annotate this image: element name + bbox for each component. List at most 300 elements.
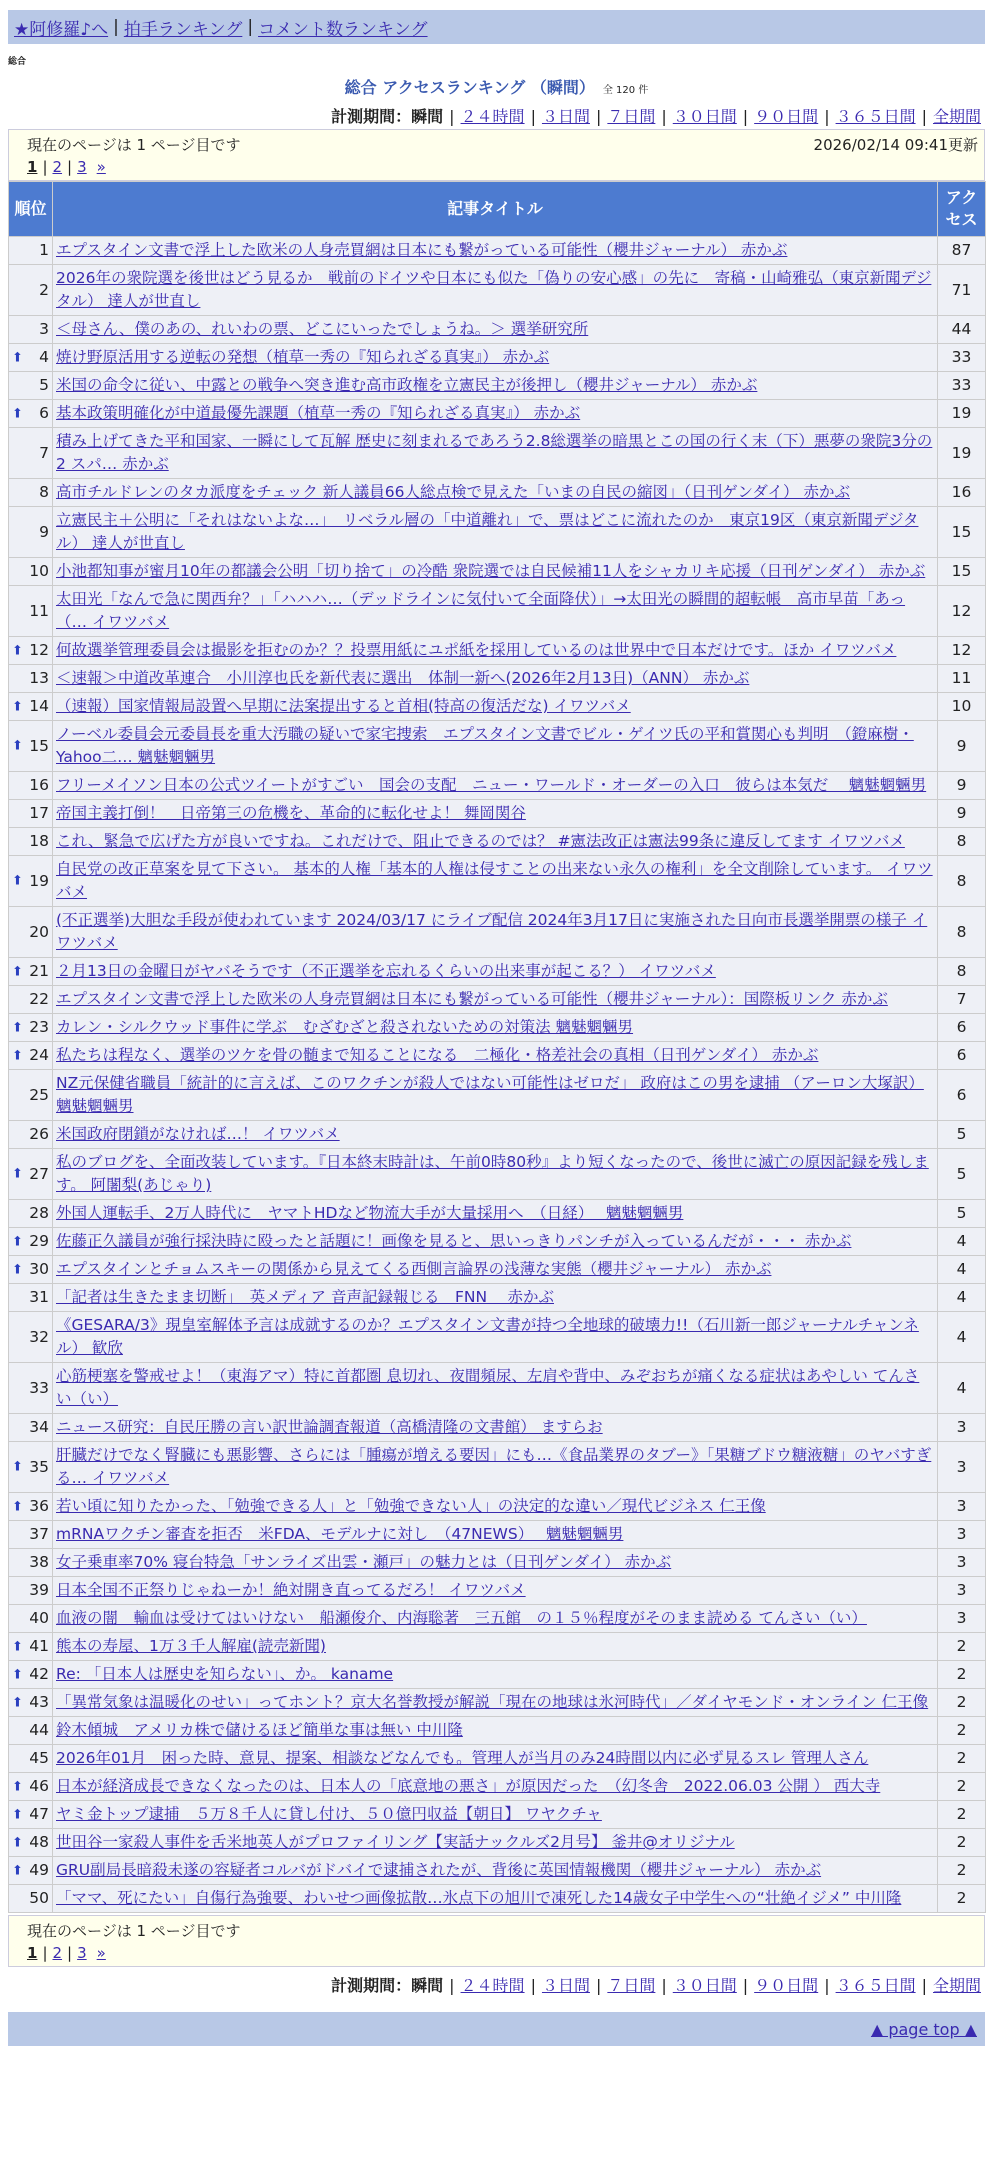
article-title-link[interactable]: 世田谷一家殺人事件を舌米地英人がプロファイリング【実話ナックルズ2月号】 釜井@オリジナル	[56, 1833, 735, 1851]
period-selector-bottom	[0, 1973, 981, 1996]
article-title-link[interactable]: ＜母さん、僕のあの、れいわの票、どこにいったでしょうね。＞ 選挙研究所	[56, 320, 589, 338]
rank-up-arrow-icon: ⬆	[12, 873, 23, 889]
rank-cell	[9, 856, 53, 907]
article-title-link[interactable]: 私たちは程なく、選挙のツケを骨の髄まで知ることになる 二極化・格差社会の真相（日刊ゲンダイ） 赤かぶ	[56, 1046, 819, 1064]
rank-cell	[9, 1773, 53, 1801]
rank-cell	[9, 1200, 53, 1228]
article-title-link[interactable]: 自民党の改正草案を見て下さい。 基本的人権「基本的人権は侵すことの出来ない永久の権利」を全文削除しています。 イワツバメ	[56, 860, 933, 901]
rank-up-arrow-icon: ⬆	[12, 1863, 23, 1878]
period-option: 瞬間	[411, 107, 444, 126]
pager-page-link[interactable]: 3	[77, 158, 87, 176]
access-count: 4	[938, 1312, 986, 1363]
rank-cell	[9, 372, 53, 400]
rank-number: 27	[29, 1164, 49, 1183]
rank-cell	[9, 1661, 53, 1689]
table-row	[9, 1363, 986, 1414]
rank-cell	[9, 828, 53, 856]
title-cell	[53, 1284, 938, 1312]
access-count: 15	[938, 507, 986, 558]
rank-cell	[9, 1014, 53, 1042]
article-title-link[interactable]: 「異常気象は温暖化のせい」ってホント？京大名誉教授が解説「現在の地球は氷河時代」／ダイヤモンド・オンライン 仁王像	[56, 1693, 929, 1711]
rank-number: 22	[29, 990, 49, 1008]
nav-link-comment-ranking[interactable]: コメント数ランキング	[258, 19, 428, 40]
article-title-link[interactable]: ニュース研究：自民圧勝の言い訳世論調査報道（高橋清隆の文書館） ますらお	[56, 1418, 603, 1436]
access-count: 10	[938, 693, 986, 721]
article-title-link[interactable]: 日本が経済成長できなくなったのは、日本人の「底意地の悪さ」が原因だった （幻冬舎 2022.06.03 公開 ） 西大寺	[56, 1777, 881, 1795]
article-title-link[interactable]: 心筋梗塞を警戒せよ！（東海アマ）特に首都圏 息切れ、夜間頻尿、左肩や背中、みぞおちが痛くなる症状はあやしい てんさい（い）	[56, 1367, 920, 1408]
title-cell	[53, 1121, 938, 1149]
article-title-link[interactable]: GRU副局長暗殺未遂の容疑者コルバがドバイで逮捕されたが、背後に英国情報機関（櫻井ジャーナル） 赤かぶ	[56, 1861, 822, 1879]
rank-number: 4	[39, 348, 49, 366]
title-cell	[53, 479, 938, 507]
access-count: 3	[938, 1442, 986, 1493]
access-count: 3	[938, 1577, 986, 1605]
article-title-link[interactable]: 米国政府閉鎖がなければ…！ イワツバメ	[56, 1125, 340, 1143]
rank-up-arrow-icon: ⬆	[12, 1262, 23, 1277]
pager-next-link[interactable]: »	[96, 1944, 106, 1962]
access-count: 7	[938, 986, 986, 1014]
table-row	[9, 665, 986, 693]
current-page-info: 現在のページは 1 ページ目です	[27, 135, 241, 154]
rank-cell	[9, 1633, 53, 1661]
rank-up-arrow-icon: ⬆	[12, 643, 23, 658]
rank-cell	[9, 772, 53, 800]
period-option[interactable]: 全期間	[932, 107, 981, 126]
title-cell	[53, 800, 938, 828]
article-title-link[interactable]: 太田光「なんで急に関西弁？」「ハハハ…（デッドラインに気付いて全面降伏）」→太田光の瞬間的超転帳 高市早苗「あっ（… イワツバメ	[56, 590, 906, 631]
period-separator: |	[824, 1976, 830, 1995]
access-count: 19	[938, 428, 986, 479]
access-count: 87	[938, 237, 986, 265]
rank-cell	[9, 1493, 53, 1521]
access-count: 5	[938, 1149, 986, 1200]
page-title-row	[0, 75, 993, 98]
article-title-link[interactable]: 「記者は生きたまま切断」 英メディア 音声記録報じる FNN 赤かぶ	[56, 1288, 554, 1306]
rank-cell	[9, 693, 53, 721]
article-title-link[interactable]: 「ママ、死にたい」自傷行為強要、わいせつ画像拡散…氷点下の旭川で凍死した14歳女子中学生への“壮絶イジメ” 中川隆	[56, 1889, 902, 1907]
access-count: 2	[938, 1885, 986, 1913]
table-row	[9, 1121, 986, 1149]
period-option: 瞬間	[411, 1976, 444, 1995]
article-title-link[interactable]: 積み上げてきた平和国家、一瞬にして瓦解 歴史に刻まれるであろう2.8総選挙の暗黒とこの国の行く末（下）悪夢の衆院3分の2 スパ… 赤かぶ	[56, 432, 933, 473]
article-title-link[interactable]: 米国の命令に従い、中露との戦争へ突き進む高市政権を立憲民主が後押し（櫻井ジャーナル） 赤かぶ	[56, 376, 758, 394]
title-cell	[53, 1256, 938, 1284]
table-row	[9, 1414, 986, 1442]
period-option[interactable]: ９０日間	[754, 1976, 819, 1995]
table-row	[9, 986, 986, 1014]
rank-number: 15	[29, 736, 49, 755]
rank-number: 50	[29, 1889, 49, 1907]
table-row	[9, 1442, 986, 1493]
rank-number: 19	[29, 871, 49, 890]
pager-bottom	[27, 1942, 978, 1964]
rank-up-arrow-icon: ⬆	[12, 1048, 23, 1063]
table-row	[9, 828, 986, 856]
rank-number: 38	[29, 1553, 49, 1571]
article-title-link[interactable]: 熊本の寿屋、1万３千人解雇(読売新聞)	[56, 1637, 326, 1655]
article-title-link[interactable]: フリーメイソン日本の公式ツイートがすごい 国会の支配 ニュー・ワールド・オーダーの入口 彼らは本気だ 魑魅魍魎男	[56, 776, 927, 794]
access-count: 4	[938, 1228, 986, 1256]
access-count: 3	[938, 1414, 986, 1442]
rank-number: 20	[29, 922, 49, 941]
article-title-link[interactable]: ＜速報＞中道改革連合 小川淳也氏を新代表に選出 体制一新へ(2026年2月13日)（ANN） 赤かぶ	[56, 669, 750, 687]
title-cell	[53, 1493, 938, 1521]
rank-number: 36	[29, 1497, 49, 1515]
article-title-link[interactable]: 若い頃に知りたかった、「勉強できる人」と「勉強できない人」の決定的な違い／現代ビジネス 仁王像	[56, 1497, 766, 1515]
table-row	[9, 1885, 986, 1913]
table-row	[9, 772, 986, 800]
rank-number: 45	[29, 1749, 49, 1767]
period-separator: |	[824, 107, 830, 126]
table-row	[9, 586, 986, 637]
title-cell	[53, 1717, 938, 1745]
table-row	[9, 1857, 986, 1885]
rank-up-arrow-icon: ⬆	[12, 1234, 23, 1249]
rank-cell	[9, 1829, 53, 1857]
period-option[interactable]: ７日間	[607, 107, 656, 126]
rank-cell	[9, 1363, 53, 1414]
article-title-link[interactable]: 基本政策明確化が中道最優先課題（植草一秀の『知られざる真実』） 赤かぶ	[56, 404, 581, 422]
article-title-link[interactable]: ヤミ金トップ逮捕 ５万８千人に貸し付け、５０億円収益【朝日】 ワヤクチャ	[56, 1805, 602, 1823]
rank-up-arrow-icon: ⬆	[12, 1695, 23, 1710]
rank-number: 13	[29, 669, 49, 687]
article-title-link[interactable]: 小池都知事が蜜月10年の都議会公明「切り捨て」の冷酷 衆院選では自民候補11人をシャカリキ応援（日刊ゲンダイ） 赤かぶ	[56, 562, 926, 580]
period-option[interactable]: ３日間	[541, 107, 590, 126]
rank-number: 28	[29, 1204, 49, 1222]
article-title-link[interactable]: 2026年01月 困った時、意見、提案、相談などなんでも。管理人が当月のみ24時間以内に必ず見るスレ 管理人さん	[56, 1749, 869, 1767]
access-count: 4	[938, 1284, 986, 1312]
title-cell	[53, 1442, 938, 1493]
rank-cell	[9, 1042, 53, 1070]
access-count: 33	[938, 344, 986, 372]
rank-cell	[9, 316, 53, 344]
access-count: 5	[938, 1121, 986, 1149]
top-nav-bar	[8, 10, 985, 44]
title-cell	[53, 1014, 938, 1042]
period-separator: |	[449, 107, 455, 126]
header-title: 記事タイトル	[53, 182, 938, 237]
table-row	[9, 1829, 986, 1857]
table-row	[9, 1549, 986, 1577]
rank-cell	[9, 1149, 53, 1200]
pager-page-link[interactable]: 3	[77, 1944, 87, 1962]
pager-top	[27, 156, 978, 178]
rank-cell	[9, 1857, 53, 1885]
period-option[interactable]: ３６５日間	[835, 1976, 916, 1995]
table-row	[9, 1633, 986, 1661]
title-cell	[53, 428, 938, 479]
rank-number: 40	[29, 1609, 49, 1627]
access-count: 2	[938, 1633, 986, 1661]
title-cell	[53, 1414, 938, 1442]
rank-number: 39	[29, 1581, 49, 1599]
title-cell	[53, 721, 938, 772]
table-row	[9, 1661, 986, 1689]
article-title-link[interactable]: エプスタイン文書で浮上した欧米の人身売買網は日本にも繋がっている可能性（櫻井ジャーナル）：国際板リンク 赤かぶ	[56, 990, 888, 1008]
rank-up-arrow-icon: ⬆	[12, 350, 23, 365]
article-title-link[interactable]: ２月13日の金曜日がヤバそうです（不正選挙を忘れるくらいの出来事が起こる？） イワツバメ	[56, 962, 716, 980]
access-count: 4	[938, 1256, 986, 1284]
rank-cell	[9, 1070, 53, 1121]
article-title-link[interactable]: (不正選挙)大胆な手段が使われています 2024/03/17 にライブ配信 2024年3月17日に実施された日向市長選挙開票の様子 イワツバメ	[56, 911, 928, 952]
access-count: 2	[938, 1745, 986, 1773]
nav-link-asyura[interactable]: ★阿修羅♪へ	[14, 19, 109, 40]
access-count: 9	[938, 800, 986, 828]
table-row	[9, 1042, 986, 1070]
title-cell	[53, 1200, 938, 1228]
rank-number: 8	[39, 483, 49, 501]
section-label: 総合	[8, 57, 27, 67]
access-count: 2	[938, 1773, 986, 1801]
header-rank: 順位	[9, 182, 53, 237]
table-row	[9, 1149, 986, 1200]
pager-separator: |	[67, 1944, 73, 1962]
title-cell	[53, 1549, 938, 1577]
access-count: 44	[938, 316, 986, 344]
title-cell	[53, 1773, 938, 1801]
rank-number: 10	[29, 562, 49, 580]
rank-cell	[9, 1442, 53, 1493]
article-title-link[interactable]: 血液の闇 輸血は受けてはいけない 船瀬俊介、内海聡著 三五館 の１５％程度がそのまま読める てんさい（い）	[56, 1609, 867, 1627]
page-title: 総合 アクセスランキング （瞬間）	[344, 78, 595, 97]
access-count: 3	[938, 1493, 986, 1521]
rank-number: 47	[29, 1805, 49, 1823]
rank-number: 26	[29, 1125, 49, 1143]
article-title-link[interactable]: 鈴木傾城 アメリカ株で儲けるほど簡単な事は無い 中川隆	[56, 1721, 463, 1739]
access-count: 3	[938, 1549, 986, 1577]
table-row	[9, 800, 986, 828]
access-count: 5	[938, 1200, 986, 1228]
rank-up-arrow-icon: ⬆	[12, 1667, 23, 1682]
article-title-link[interactable]: 立憲民主＋公明に「それはないよな…」 リベラル層の「中道離れ」で、票はどこに流れたのか 東京19区（東京新聞デジタル） 達人が世直し	[56, 511, 919, 552]
rank-number: 42	[29, 1665, 49, 1683]
article-title-link[interactable]: ノーベル委員会元委員長を重大汚職の疑いで家宅捜索 エプスタイン文書でビル・ゲイツ氏の平和賞関心も判明 （鐙麻樹・Yahoo二… 魑魅魍魎男	[56, 725, 914, 766]
period-separator: |	[921, 1976, 927, 1995]
rank-cell	[9, 558, 53, 586]
article-title-link[interactable]: （速報）国家情報局設置へ早期に法案提出すると首相(特高の復活だな) イワツバメ	[56, 697, 631, 715]
table-row	[9, 1577, 986, 1605]
rank-number: 21	[29, 962, 49, 980]
title-cell	[53, 400, 938, 428]
article-title-link[interactable]: 肝臓だけでなく腎臓にも悪影響、さらには「腫瘍が増える要因」にも…《食品業界のタブー》「果糖ブドウ糖液糖」のヤバすぎる… イワツバメ	[56, 1446, 932, 1487]
table-row	[9, 558, 986, 586]
access-count: 11	[938, 665, 986, 693]
title-cell	[53, 265, 938, 316]
access-count: 8	[938, 828, 986, 856]
article-title-link[interactable]: 高市チルドレンのタカ派度をチェック 新人議員66人総点検で見えた「いまの自民の縮図」（日刊ゲンダイ） 赤かぶ	[56, 483, 850, 501]
title-cell	[53, 1149, 938, 1200]
rank-number: 34	[29, 1418, 49, 1436]
title-cell	[53, 907, 938, 958]
pager-separator: |	[67, 158, 73, 176]
title-cell	[53, 1521, 938, 1549]
title-cell	[53, 986, 938, 1014]
title-cell	[53, 1661, 938, 1689]
table-row	[9, 1256, 986, 1284]
period-label: 計測期間：	[331, 1976, 412, 1995]
period-separator: |	[661, 1976, 667, 1995]
rank-cell	[9, 1312, 53, 1363]
table-row	[9, 1228, 986, 1256]
table-row	[9, 316, 986, 344]
rank-cell	[9, 1717, 53, 1745]
access-count: 8	[938, 856, 986, 907]
article-title-link[interactable]: 佐藤正久議員が強行採決時に殴ったと話題に！画像を見ると、思いっきりパンチが入っているんだが・・・ 赤かぶ	[56, 1232, 852, 1250]
title-cell	[53, 1689, 938, 1717]
access-count: 2	[938, 1857, 986, 1885]
access-count: 16	[938, 479, 986, 507]
table-row	[9, 1493, 986, 1521]
period-option[interactable]: ３日間	[541, 1976, 590, 1995]
rank-up-arrow-icon: ⬆	[12, 1835, 23, 1850]
period-separator: |	[742, 1976, 749, 1995]
access-count: 12	[938, 637, 986, 665]
rank-up-arrow-icon: ⬆	[12, 1807, 23, 1822]
article-title-link[interactable]: 焼け野原活用する逆転の発想（植草一秀の『知られざる真実』） 赤かぶ	[56, 348, 550, 366]
article-title-link[interactable]: Re: 「日本人は歴史を知らない」、か。 kaname	[56, 1665, 394, 1683]
rank-cell	[9, 479, 53, 507]
title-cell	[53, 1857, 938, 1885]
title-cell	[53, 856, 938, 907]
article-title-link[interactable]: エプスタインとチョムスキーの関係から見えてくる西側言論界の浅薄な実態（櫻井ジャーナル） 赤かぶ	[56, 1260, 772, 1278]
pager-next-link[interactable]: »	[96, 158, 106, 176]
period-option[interactable]: 全期間	[932, 1976, 981, 1995]
article-title-link[interactable]: 《GESARA/3》現皇室解体予言は成就するのか？エプスタイン文書が持つ全地球的破壊力!!（石川新一郎ジャーナルチャンネル） 歓欣	[56, 1316, 919, 1357]
rank-cell	[9, 1801, 53, 1829]
period-separator: |	[530, 107, 536, 126]
period-option[interactable]: ２４時間	[460, 1976, 525, 1995]
article-title-link[interactable]: 日本全国不正祭りじゃねーか！絶対開き直ってるだろ！ イワツバメ	[56, 1581, 526, 1599]
article-title-link[interactable]: エプスタイン文書で浮上した欧米の人身売買網は日本にも繋がっている可能性（櫻井ジャーナル） 赤かぶ	[56, 241, 788, 259]
table-row	[9, 907, 986, 958]
access-count: 2	[938, 1689, 986, 1717]
rank-number: 24	[29, 1046, 49, 1064]
access-count: 6	[938, 1014, 986, 1042]
rank-number: 41	[29, 1637, 49, 1655]
period-separator: |	[661, 107, 667, 126]
access-count: 2	[938, 1829, 986, 1857]
article-title-link[interactable]: 2026年の衆院選を後世はどう見るか 戦前のドイツや日本にも似た「偽りの安心感」の先に 寄稿・山崎雅弘（東京新聞デジタル） 達人が世直し	[56, 269, 932, 310]
access-count: 19	[938, 400, 986, 428]
rank-number: 48	[29, 1833, 49, 1851]
title-cell	[53, 1042, 938, 1070]
rank-up-arrow-icon: ⬆	[12, 1639, 23, 1654]
period-option[interactable]: ３０日間	[672, 1976, 737, 1995]
article-title-link[interactable]: mRNAワクチン審査を拒否 米FDA、モデルナに対し （47NEWS） 魑魅魍魎男	[56, 1525, 624, 1543]
title-cell	[53, 372, 938, 400]
title-cell	[53, 1829, 938, 1857]
pager-separator: |	[42, 158, 48, 176]
ranking-table	[8, 181, 986, 1913]
period-separator: |	[595, 107, 602, 126]
access-count: 8	[938, 958, 986, 986]
table-row	[9, 372, 986, 400]
rank-number: 7	[39, 443, 49, 462]
pager-separator: |	[42, 1944, 48, 1962]
table-row	[9, 1014, 986, 1042]
article-title-link[interactable]: 外国人運転手、2万人時代に ヤマトHDなど物流大手が大量採用へ （日経） 魑魅魍魎男	[56, 1204, 684, 1222]
rank-number: 30	[29, 1260, 49, 1278]
period-option[interactable]: ９０日間	[754, 107, 819, 126]
article-title-link[interactable]: 私のブログを、全面改装しています。『日本終末時計は、午前0時80秒』より短くなったので、後世に滅亡の原因記録を残します。 阿闍梨(あじゃり)	[56, 1153, 929, 1194]
period-option[interactable]: ７日間	[607, 1976, 656, 1995]
nav-link-applause-ranking[interactable]: 拍手ランキング	[123, 19, 243, 40]
rank-up-arrow-icon: ⬆	[12, 738, 23, 754]
table-row	[9, 637, 986, 665]
access-count: 9	[938, 772, 986, 800]
rank-cell	[9, 1689, 53, 1717]
title-cell	[53, 558, 938, 586]
period-separator: |	[530, 1976, 536, 1995]
pager-page-link[interactable]: 2	[52, 158, 63, 176]
table-row	[9, 237, 986, 265]
rank-up-arrow-icon: ⬆	[12, 964, 23, 979]
rank-number: 2	[39, 280, 49, 299]
rank-cell	[9, 1121, 53, 1149]
table-row	[9, 693, 986, 721]
total-count: 全 120 件	[602, 85, 649, 96]
rank-number: 3	[39, 320, 49, 338]
title-cell	[53, 828, 938, 856]
page-top-link[interactable]: ▲ page top ▲	[870, 2019, 977, 2039]
access-count: 6	[938, 1042, 986, 1070]
access-count: 8	[938, 907, 986, 958]
period-option[interactable]: ３６５日間	[835, 107, 916, 126]
table-row	[9, 1284, 986, 1312]
nav-separator: |	[113, 17, 119, 37]
article-title-link[interactable]: 何故選挙管理委員会は撮影を拒むのか？？投票用紙にユポ紙を採用しているのは世界中で日本だけです。ほか イワツバメ	[56, 641, 897, 659]
period-separator: |	[742, 107, 749, 126]
article-title-link[interactable]: これ、緊急で広げた方が良いですね。これだけで、阻止できるのでは？ #憲法改正は憲法99条に違反してます イワツバメ	[56, 832, 905, 850]
pager-page-link[interactable]: 2	[52, 1944, 63, 1962]
rank-number: 16	[29, 776, 49, 794]
rank-number: 5	[39, 376, 49, 394]
rank-number: 44	[29, 1721, 49, 1739]
title-cell	[53, 1363, 938, 1414]
rank-cell	[9, 1885, 53, 1913]
title-cell	[53, 1605, 938, 1633]
period-option[interactable]: ３０日間	[672, 107, 737, 126]
article-title-link[interactable]: 帝国主義打倒！ 日帝第三の危機を、革命的に転化せよ！ 舞岡関谷	[56, 804, 526, 822]
table-row	[9, 1521, 986, 1549]
title-cell	[53, 693, 938, 721]
title-cell	[53, 1801, 938, 1829]
rank-up-arrow-icon: ⬆	[12, 1499, 23, 1514]
article-title-link[interactable]: 女子乗車率70% 寝台特急「サンライズ出雲・瀬戸」の魅力とは（日刊ゲンダイ） 赤かぶ	[56, 1553, 672, 1571]
access-count: 9	[938, 721, 986, 772]
article-title-link[interactable]: カレン・シルクウッド事件に学ぶ むざむざと殺されないための対策法 魑魅魍魎男	[56, 1018, 634, 1036]
title-cell	[53, 1070, 938, 1121]
title-cell	[53, 772, 938, 800]
article-title-link[interactable]: NZ元保健省職員「統計的に言えば、このワクチンが殺人ではない可能性はゼロだ」 政府はこの男を逮捕 （アーロン大塚訳） 魑魅魍魎男	[56, 1074, 924, 1115]
rank-cell	[9, 1605, 53, 1633]
access-count: 2	[938, 1661, 986, 1689]
table-row	[9, 1070, 986, 1121]
period-option[interactable]: ２４時間	[460, 107, 525, 126]
title-cell	[53, 1745, 938, 1773]
table-row	[9, 958, 986, 986]
rank-cell	[9, 1284, 53, 1312]
rank-cell	[9, 1549, 53, 1577]
rank-number: 14	[29, 697, 49, 715]
header-access: アクセス	[938, 182, 986, 237]
table-row	[9, 265, 986, 316]
rank-cell	[9, 1521, 53, 1549]
rank-up-arrow-icon: ⬆	[12, 406, 23, 421]
title-cell	[53, 1312, 938, 1363]
rank-number: 6	[39, 404, 49, 422]
pager-current-page: 1	[27, 1944, 38, 1962]
